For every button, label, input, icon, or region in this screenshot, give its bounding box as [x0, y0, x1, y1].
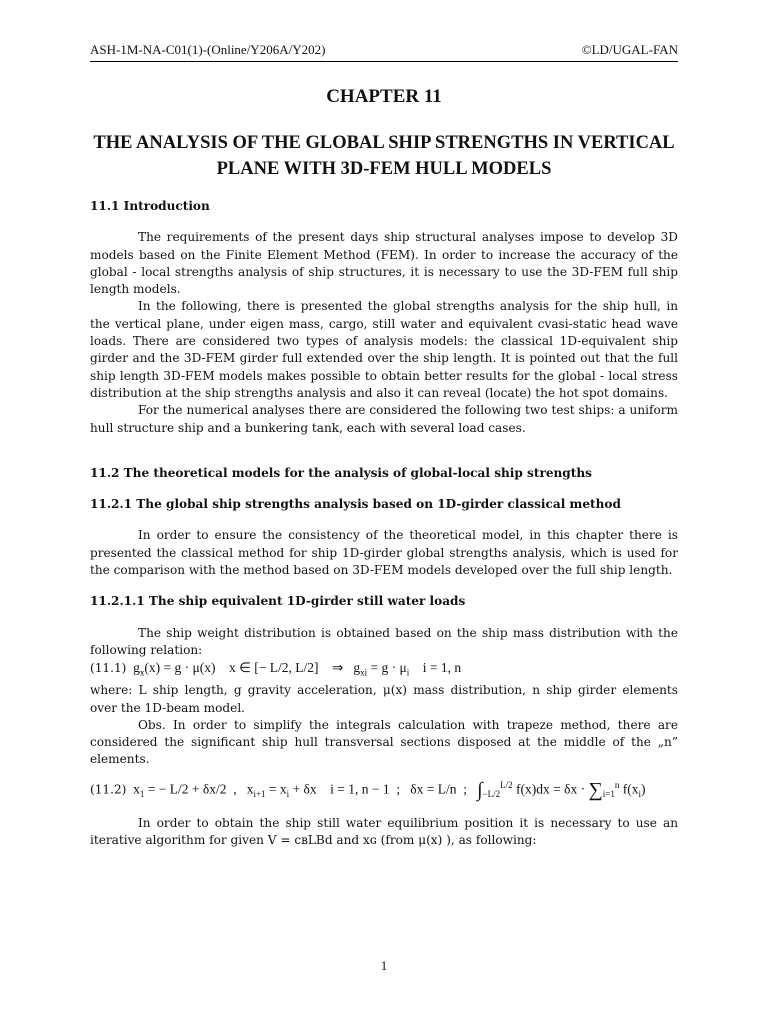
paragraph: Obs. In order to simplify the integrals calculation with trapeze method, there are considered the significant ship hull transversal sections disposed at the middle of the „n” elements.	[90, 717, 678, 767]
chapter-heading: CHAPTER 11	[326, 86, 442, 107]
section-heading: 11.1 Introduction	[90, 199, 210, 213]
subsubsection-heading: 11.2.1.1 The ship equivalent 1D-girder still water loads	[90, 594, 466, 609]
page-number: 1	[380, 958, 388, 973]
equation-11-1: (11.1) $g_x(x) = g \cdot \mu(x)$ x ∈ [− L/2, L/2] ⇒ $g_{xi} = g \cdot \mu_i$ i = 1, n	[90, 660, 462, 678]
paragraph: In order to obtain the ship still water equilibrium position it is necessary to use an iterative algorithm for given V = cʙLBd and xɢ (from μ(x) ), as following:	[90, 816, 678, 848]
subsection-heading: 11.2.1 The global ship strengths analysis based on 1D-girder classical method	[90, 497, 621, 512]
chapter-title: THE ANALYSIS OF THE GLOBAL SHIP STRENGTHS IN VERTICAL PLANE WITH 3D-FEM HULL MODELS	[93, 133, 675, 179]
header-left: ASH-1M-NA-C01(1)-(Online/Y206A/Y202)	[90, 42, 326, 57]
equation-11-2: (11.2) $x_1$ = − L/2 + δx/2 , $x_{i+1} = x_i + \delta x$ i = 1, n − 1 ; δx = L/n ; $\int_{-L/2}^{L/2}$ $f(x)dx = \delta x \cdot \sum_{i=1}^n$ $f(x_i)$	[90, 778, 646, 801]
paragraph: where: L ship length, g gravity acceleration, μ(x) mass distribution, n ship girder elements over the 1D-beam model.	[90, 683, 678, 715]
section-heading: 11.2 The theoretical models for the analysis of global-local ship strengths	[90, 465, 592, 480]
header-right: ©LD/UGAL-FAN	[581, 42, 678, 57]
paragraph: In order to ensure the consistency of the theoretical model, in this chapter there is presented the classical method for ship 1D-girder global strengths analysis, which is used for the comparison with the method based on 3D-FEM models developed over the full ship length.	[90, 528, 678, 578]
page-header	[90, 42, 678, 62]
document-body	[90, 198, 678, 850]
paragraph: The requirements of the present days ship structural analyses impose to develop 3D models based on the Finite Element Method (FEM). In order to increase the accuracy of the global - local strengths analysis of ship structures, it is necessary to use the 3D-FEM full ship length models.	[90, 230, 678, 297]
paragraph: In the following, there is presented the global strengths analysis for the ship hull, in the vertical plane, under eigen mass, cargo, still water and equivalent cvasi-static head wave loads. There are considered two types of analysis models: the classical 1D-equivalent ship girder and the 3D-FEM girder full extended over the ship length. It is pointed out that the full ship length 3D-FEM models makes possible to obtain better results for the global - local stress distribution at the ship strengths analysis and also it can reveal (locate) the hot spot domains.	[90, 299, 678, 400]
paragraph: For the numerical analyses there are considered the following two test ships: a uniform hull structure ship and a bunkering tank, each with several load cases.	[90, 403, 678, 435]
paragraph: The ship weight distribution is obtained based on the ship mass distribution with the following relation:	[90, 625, 678, 657]
